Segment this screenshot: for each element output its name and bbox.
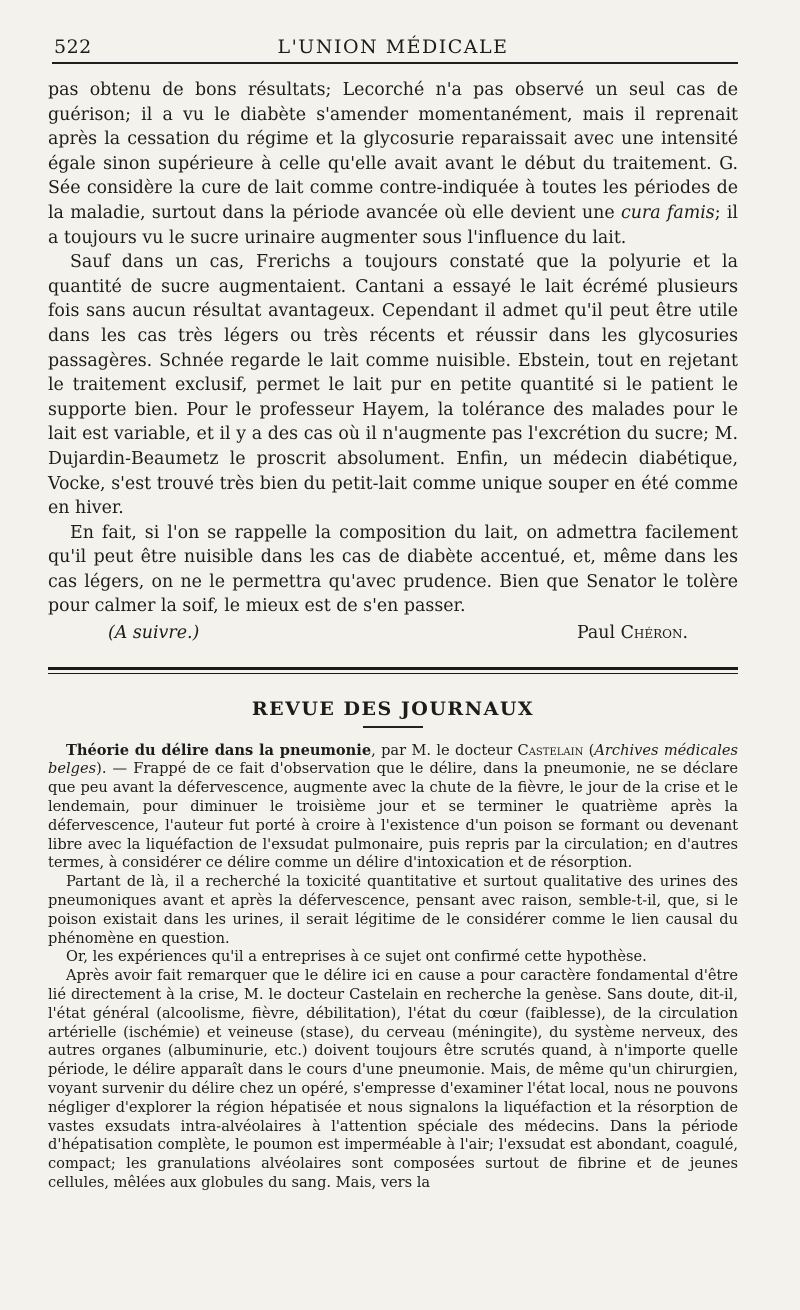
article-italic-term: cura famis	[620, 202, 715, 223]
author-signature	[577, 621, 688, 645]
page	[48, 28, 738, 1193]
article-paragraph: Sauf dans un cas, Frerichs a toujours constaté que la polyurie et la quantité de sucre augmentaient. Cantani a essayé le lait écrémé plusieurs fois sans aucun résultat avantageux. Cependant il admet qu'il peut être utile dans les cas très légers ou très récents et réussir dans les glycosuries passagères. Schnée regarde le lait comme nuisible. Ebstein, tout en rejetant le traitement exclusif, permet le lait pur en petite quantité si le patient le supporte bien. Pour le professeur Hayem, la tolérance des malades pour le lait est variable, et il y a des cas où il n'augmente pas l'excrétion du sucre; M. Dujardin-Beaumetz le proscrit absolument. Enfin, un médecin diabétique, Vocke, s'est trouvé très bien du petit-lait comme unique souper en été comme en hiver.	[48, 252, 738, 519]
article-paragraph	[48, 78, 738, 250]
review-source: Archives médicales belges	[48, 741, 738, 778]
section-divider	[48, 667, 738, 674]
section-title: REVUE DES JOURNAUX	[251, 698, 535, 721]
review-body	[48, 742, 738, 1193]
running-title: L'UNION MÉDICALE	[277, 36, 509, 58]
article-body	[48, 78, 738, 619]
to-be-continued: (A suivre.)	[108, 623, 200, 644]
review-article-title: Théorie du délire dans la pneumonie	[66, 741, 372, 759]
article-text: pas obtenu de bons résultats; Lecorché n'a pas observé un seul cas de guérison; il a vu le diabète s'amender momentanément, mais il reprenait après la cessation du régime et la glycosurie reparaissait avec une intensité égale sinon supérieure à celle qu'elle avait avant le début du traitement. G. Sée considère la cure de lait comme contre-indiquée à toutes les périodes de la maladie, surtout dans la période avancée où elle devient une	[48, 80, 738, 223]
author-last-name: Chéron.	[620, 623, 688, 644]
review-paragraph: Après avoir fait remarquer que le délire ici en cause a pour caractère fondamental d'être lié directement à la crise, M. le docteur Castelain en recherche la genèse. Sans doute, dit-il, l'état général (alcoolisme, fièvre, débilitation), l'état du cœur (faiblesse), de la circulation artérielle (ischémie) et veineuse (stase), du cerveau (méningite), du système nerveux, des autres organes (albuminurie, etc.) doivent toujours être scrutés quand, à n'importe quelle période, le délire apparaît dans le cours d'une pneumonie. Mais, de même qu'un chirurgien, voyant survenir du délire chez un opéré, s'empresse d'examiner l'état local, nous ne pouvons négliger d'explorer la région hépatisée et nous signalons la liquéfaction et la résorption de vastes exsudats intra-alvéolaires à l'attention spéciale des médecins. Dans la période d'hépatisation complète, le poumon est imperméable à l'air; l'exsudat est abondant, coagulé, compact; les granulations alvéolaires sont composées surtout de fibrine et de jeunes cellules, mêlées aux globules du sang. Mais, vers la	[48, 967, 738, 1191]
page-header	[48, 28, 738, 62]
article-signoff	[48, 621, 738, 645]
review-byline: (	[583, 741, 595, 759]
author-first-name: Paul	[576, 623, 621, 644]
title-underline	[363, 726, 423, 728]
review-paragraph: Or, les expériences qu'il a entreprises à ce sujet ont confirmé cette hypothèse.	[66, 948, 647, 966]
review-text: ). — Frappé de ce fait d'observation que le délire, dans la pneumonie, ne se déclare que peu avant la défervescence, augmente avec la chute de la fièvre, le jour de la crise et le lendemain, pour diminuer le troisième jour et se terminer le quatrième après la défervescence, l'auteur fut porté à croire à l'existence d'un poison se formant ou devenant libre avec la liquéfaction de l'exsudat pulmonaire, puis repris par la circulation; en d'autres termes, à considérer ce délire comme un délire d'intoxication et de résorption.	[48, 760, 738, 872]
header-rule	[52, 62, 738, 64]
review-byline: , par M. le docteur	[371, 741, 518, 759]
review-paragraph	[48, 742, 738, 874]
review-author: Castelain	[517, 741, 584, 759]
article-text: ; il a toujours vu le sucre urinaire augmenter sous l'influence du lait.	[48, 202, 738, 248]
article-paragraph: En fait, si l'on se rappelle la composition du lait, on admettra facilement qu'il peut être nuisible dans les cas de diabète accentué, et, même dans les cas légers, on ne le permettra qu'avec prudence. Bien que Senator le tolère pour calmer la soif, le mieux est de s'en passer.	[48, 522, 738, 617]
review-paragraph: Partant de là, il a recherché la toxicité quantitative et surtout qualitative des urines des pneumoniques avant et après la défervescence, pensant avec raison, semble-t-il, que, si le poison existait dans les urines, il serait légitime de le considérer comme le lien causal du phénomène en question.	[48, 873, 738, 947]
page-number: 522	[54, 36, 92, 58]
